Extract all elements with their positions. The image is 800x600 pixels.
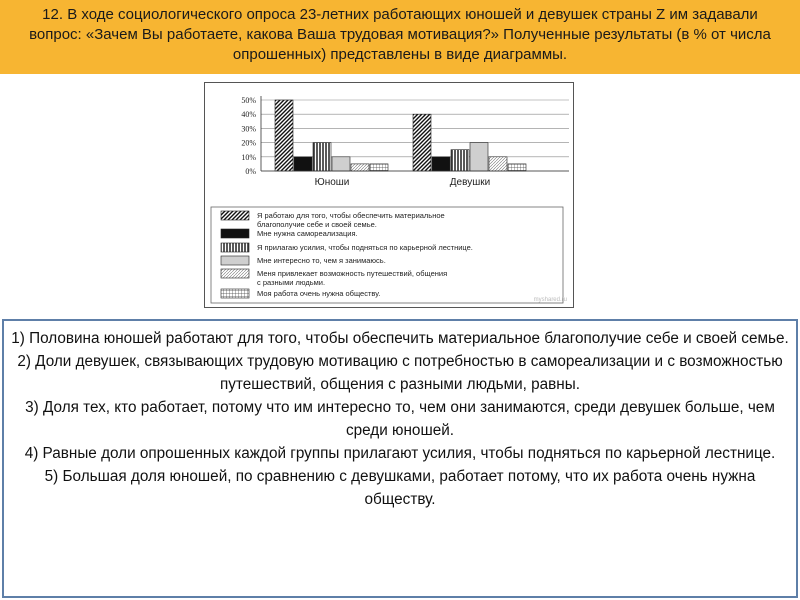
legend-label: с разными людьми. [257,278,326,287]
bar [370,164,388,171]
answer-options-panel [2,319,798,598]
y-tick-label: 20% [241,138,256,148]
bar [313,143,331,171]
legend-swatch [221,211,249,220]
bar [332,157,350,171]
bar [489,157,507,171]
answer-option-1[interactable]: 1) Половина юношей работают для того, чтобы обеспечить материальное благополучие себе и своей семье. [11,330,789,347]
legend-label: Моя работа очень нужна обществу. [257,289,381,298]
legend-label: Мне интересно то, чем я занимаюсь. [257,256,386,265]
y-tick-label: 0% [245,167,256,176]
bar [508,164,526,171]
bar [294,157,312,171]
bar [470,143,488,171]
legend-label: Я прилагаю усилия, чтобы подняться по карьерной лестнице. [257,243,473,252]
legend-label: благополучие себе и своей семье. [257,220,377,229]
answer-option-2[interactable]: 2) Доли девушек, связывающих трудовую мотивацию с потребностью в самореализации и с возможностью путешествий, общения с разными людьми, равны. [17,353,783,393]
legend-label: Я работаю для того, чтобы обеспечить материальное [257,211,445,220]
answer-option-4[interactable]: 4) Равные доли опрошенных каждой группы прилагают усилия, чтобы подняться по карьерной лестнице. [24,445,776,462]
bar [275,100,293,171]
chart-frame [204,82,574,308]
bar-chart [205,83,573,307]
legend-label: Меня привлекает возможность путешествий, общения [257,269,448,278]
bar [351,164,369,171]
category-label: Юноши [314,177,350,188]
y-tick-label: 10% [241,152,256,162]
legend-label: Мне нужна самореализация. [257,229,358,238]
legend-swatch [221,289,249,298]
bar [451,150,469,171]
answer-list [4,327,796,511]
bar [432,157,450,171]
y-tick-label: 30% [241,124,256,134]
legend-swatch [221,243,249,252]
bar [413,114,431,171]
answer-option-5[interactable]: 5) Большая доля юношей, по сравнению с девушками, работает потому, что их работа очень нужна обществу. [44,468,756,508]
legend-swatch [221,229,249,238]
y-tick-label: 50% [241,96,256,105]
category-label: Девушки [449,177,491,188]
question-banner [0,0,800,74]
question-text: 12. В ходе социологического опроса 23-летних работающих юношей и девушек страны Z им задавали вопрос: «Зачем Вы работаете, какова Ваша трудовая мотивация?» Полученные результаты (в % от числа опрошенных) представлены в виде диаграммы. [29,6,771,63]
legend-swatch [221,256,249,265]
legend-swatch [221,269,249,278]
y-tick-label: 40% [241,110,256,120]
watermark: myshared.ru [533,297,567,303]
answer-option-3[interactable]: 3) Доля тех, кто работает, потому что им интересно то, чем они занимаются, среди девушек больше, чем среди юношей. [25,399,775,439]
